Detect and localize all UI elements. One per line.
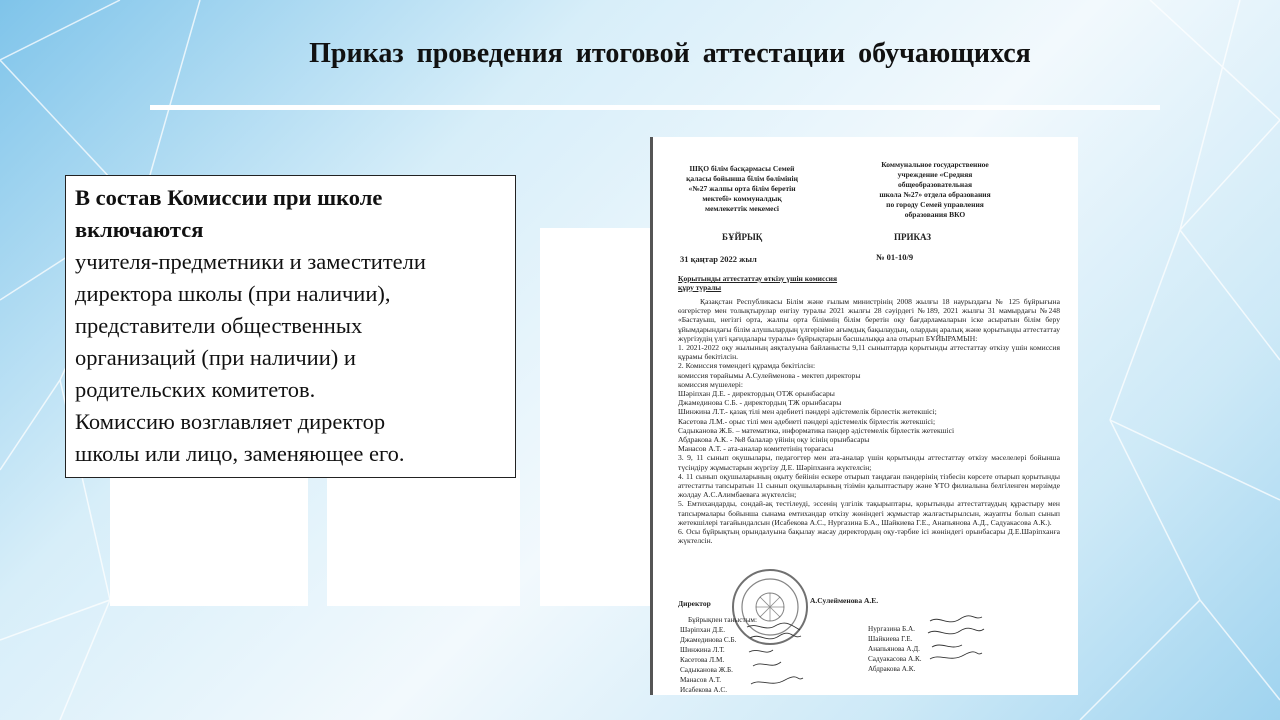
doc-paragraph: комиссия мүшелері: <box>678 379 744 389</box>
info-line: родительских комитетов. <box>75 377 316 402</box>
signer-name: Шинжина Л.Т. <box>680 646 725 654</box>
signer-name: Садыканова Ж.Б. <box>680 666 733 674</box>
info-line: директора школы (при наличии), <box>75 281 391 306</box>
doc-director-label: Директор <box>678 599 711 608</box>
doc-left-header-line: мектебі» коммуналдық <box>702 194 782 203</box>
doc-left-header-line: мемлекеттік мекемесі <box>704 204 780 213</box>
doc-right-header-line: по городу Семей управления <box>886 200 984 209</box>
slide-title: Приказ проведения итоговой аттестации обучающихся <box>309 38 1031 69</box>
doc-body <box>678 297 1060 545</box>
doc-paragraph: 5. Емтихандарды, сондай-ақ тестілеуді, эссенің үлгілік тақырыптары, қорытынды аттестаттаудың құрастыру мен тапсырмалары бойынша сынама емтихандар өткізу жөніндегі жұмыстар жалғастырылсын, жауапты болып сынып жетекшілері тағайындалсын (Исабекова А.С., Нургазина Б.А., Шайкиева Г.Е., Анапьянова А.Д., Садуакасова А.К.). <box>678 499 1060 527</box>
doc-paragraph: Садыканова Ж.Б. – математика, информатика пәндер әдістемелік бірлестік жетекшісі <box>678 425 955 435</box>
white-panel-2 <box>327 470 520 606</box>
signature-scribbles-left-icon <box>745 622 805 692</box>
signer-name: Манасов А.Т. <box>680 676 722 684</box>
info-heading: В состав Комиссии при школе включаются <box>75 185 383 242</box>
doc-paragraph: 4. 11 сынып оқушыларының оқыту бейінін ескере отырып таңдаған пәндерінің тізбесін көрсете отырып қорытынды аттестатты тапсыратын 11 сынып оқушыларының тізімін қалыптастыру және ҰТО филиалына белгіленген мерзімде жолдау А.С.Алимбаеваға жүктелсін; <box>678 471 1060 500</box>
signer-name: Абдракова А.К. <box>868 665 916 673</box>
doc-signers-left <box>680 625 736 695</box>
doc-russian-title: ПРИКАЗ <box>894 232 932 242</box>
order-document-image <box>650 137 1078 695</box>
doc-right-header-line: учреждение «Средняя <box>897 170 973 179</box>
doc-right-header-line: Коммунальное государственное <box>881 160 989 169</box>
doc-right-header-line: школа №27» отдела образования <box>879 190 991 199</box>
doc-paragraph: Манасов А.Т. - ата-аналар комитетінің төрағасы <box>678 444 834 454</box>
doc-right-header-line: образования ВКО <box>904 210 966 219</box>
doc-paragraph: Абдракова А.К. - №8 балалар үйінің оқу ісінің орынбасары <box>678 435 870 445</box>
white-panel-1 <box>110 470 308 606</box>
info-line: школы или лицо, заменяющее его. <box>75 441 405 466</box>
info-line: организаций (при наличии) и <box>75 345 356 370</box>
commission-info-box <box>65 175 516 478</box>
document-scan-edge <box>650 137 653 695</box>
doc-signers-right <box>868 624 922 674</box>
doc-paragraph: Шәріпхан Д.Е. - директордың ОТЖ орынбасары <box>678 389 835 399</box>
doc-left-header-line: «№27 жалпы орта білім беретін <box>688 184 796 193</box>
doc-left-header-line: ШҚО білім басқармасы Семей <box>689 164 795 173</box>
signer-name: Садуакасова А.К. <box>868 655 922 663</box>
doc-subject: Қорытынды аттестаттау өткізу үшін комиссия құру туралы <box>678 274 838 292</box>
signer-name: Касетова Л.М. <box>680 656 725 664</box>
doc-paragraph: Шинжина Л.Т.- қазақ тілі мен әдебиеті пәндері әдістемелік бірлестік жетекшісі; <box>678 407 937 417</box>
doc-director-name: А.Сулейменова А.Е. <box>810 596 879 605</box>
info-line: Комиссию возглавляет директор <box>75 409 386 434</box>
doc-paragraph: 3. 9, 11 сынып оқушылары, педагогтер мен ата-аналар үшін қорытынды аттестаттау өткізу мәселелері бойынша түсіндіру жұмыстарын жүргізу Д.Е. Шәріпханға жүктелсін; <box>678 453 1060 472</box>
doc-left-header <box>682 164 802 214</box>
doc-number: № 01-10/9 <box>876 252 914 262</box>
doc-left-header-line: қаласы бойынша білім бөлімінің <box>686 174 798 183</box>
doc-paragraph: 6. Осы бұйрықтың орындалуына бақылау жасау директордың оқу-тәрбие ісі жөніндегі орынбасары Д.Е.Шәріпханға жүктелсін. <box>678 527 1060 546</box>
doc-right-header <box>870 160 1000 220</box>
signer-name: Шәріпхан Д.Е. <box>680 626 726 634</box>
doc-paragraph: 2. Комиссия төмендегі құрамда бекітілсін: <box>678 361 816 371</box>
signer-name: Шайкиева Г.Е. <box>868 635 913 643</box>
doc-paragraph: Касетова Л.М.- орыс тілі мен әдебиеті пәндері әдістемелік бірлестік жетекшісі; <box>678 416 936 426</box>
doc-paragraph: Джамединова С.Б. - директордың ТЖ орынбасары <box>678 398 842 408</box>
signer-name: Исабекова А.С. <box>680 686 727 694</box>
signature-scribbles-right-icon <box>926 615 986 665</box>
doc-kazakh-title: БҰЙРЫҚ <box>722 232 763 242</box>
title-underline <box>150 105 1160 110</box>
signer-name: Анапьянова А.Д. <box>868 645 920 653</box>
doc-paragraph: 1. 2021-2022 оқу жылының аяқталуына байланысты 9,11 сыныптарда қорытынды аттестаттау өткізу үшін комиссия құрамы бекітілсін. <box>678 343 1060 362</box>
doc-acquainted-label: Бұйрықпен таныстым: <box>688 616 757 624</box>
signer-name: Нургазина Б.А. <box>868 625 915 633</box>
signer-name: Джамединова С.Б. <box>680 636 737 644</box>
white-panel-3 <box>540 228 652 606</box>
info-line: учителя-предметники и заместители <box>75 249 426 274</box>
doc-paragraph: комиссия төрайымы А.Сулейменова - мектеп директоры <box>678 370 861 380</box>
doc-right-header-line: общеобразовательная <box>897 180 973 189</box>
doc-date: 31 қаңтар 2022 жыл <box>680 254 757 264</box>
info-line: представители общественных <box>75 313 363 338</box>
doc-paragraph: Қазақстан Республикасы Білім және ғылым министрінің 2008 жылғы 18 наурыздағы № 125 бұйрығына өзгерістер мен толықтырулар енгізу туралы 2021 жылғы 28 сәуірдегі №189, 2021 жылғы 31 мамырдағы №248 «Бастауыш, негізгі орта, жалпы орта білімнің білім беретін оқу бағдарламаларын іске асыратын білім беру ұйымдарындағы білім алушылардың үлгеріміне ағымдық бақылаудың, олардың аралық және қорытынды аттестаттау жүргізудің үлгі қағидалары туралы» бұйрықтарын басшылыққа ала отырып БҰЙЫРАМЫН: <box>678 297 1060 343</box>
